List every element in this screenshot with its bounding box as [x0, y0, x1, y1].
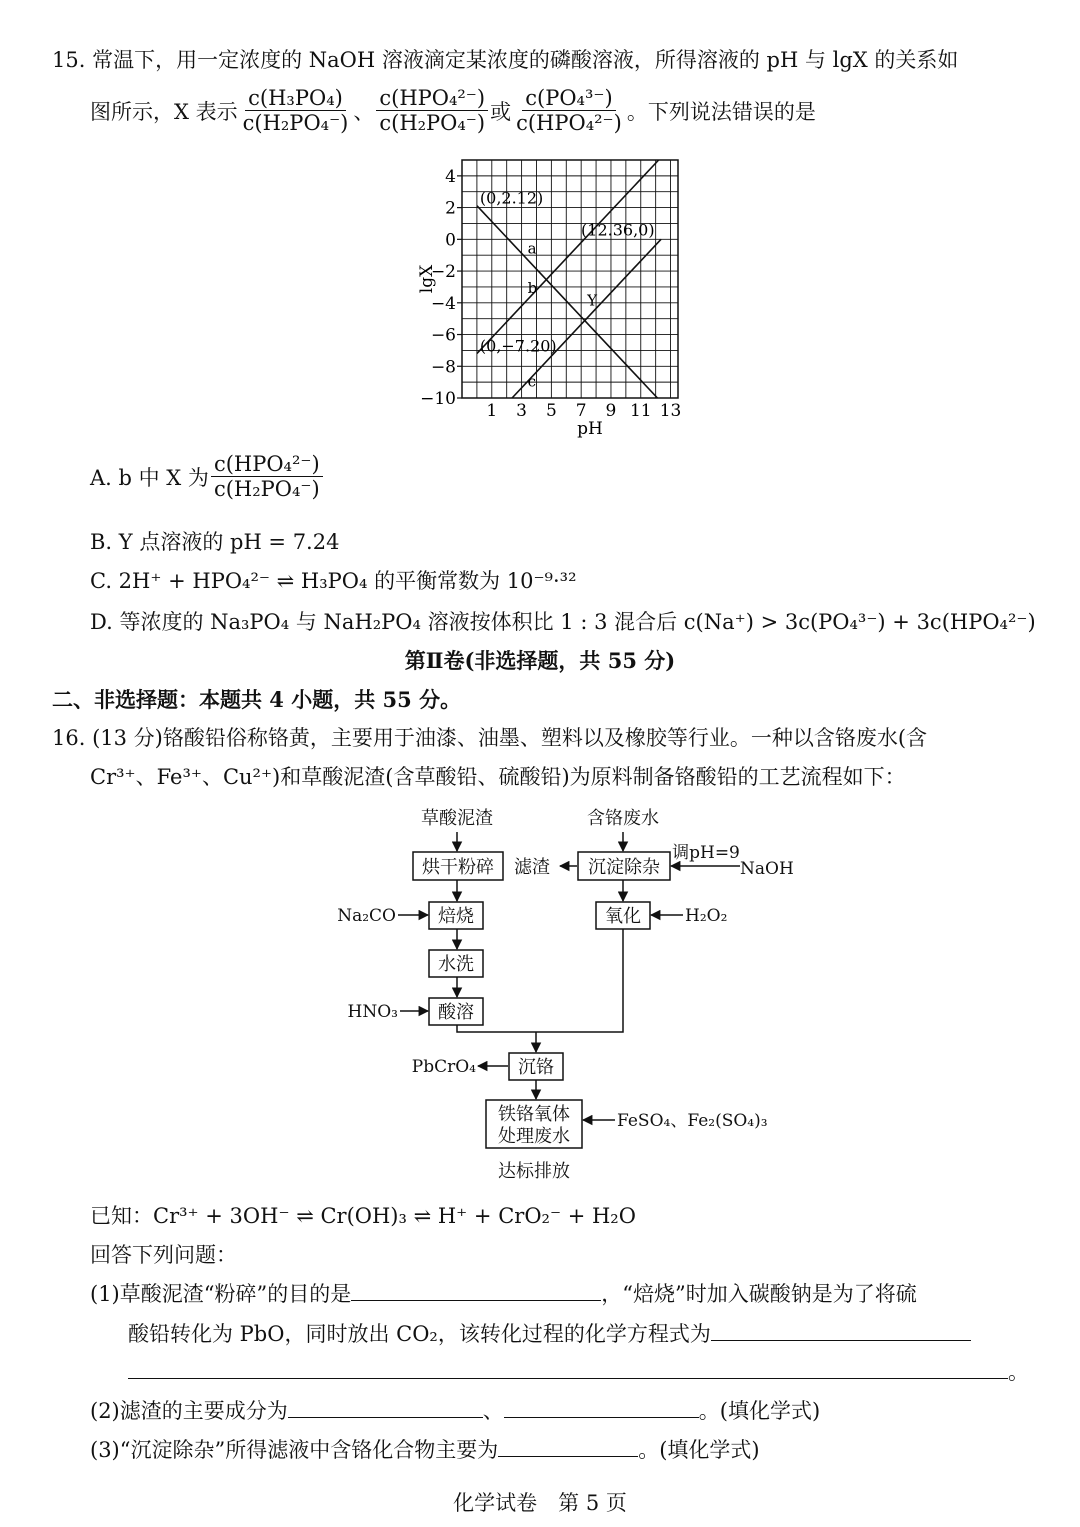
part1-text-a: (1)草酸泥渣“粉碎”的目的是	[90, 1282, 352, 1306]
label-dry-crush: 烘干粉碎	[422, 857, 494, 878]
chart-annotation: c	[527, 372, 536, 391]
fraction-numerator: c(HPO₄²⁻)	[211, 452, 323, 477]
x-tick-label: 3	[516, 401, 528, 421]
label-precip-cr: 沉铬	[518, 1057, 554, 1078]
q15-stem-line2	[90, 86, 816, 135]
x-tick-label: 11	[629, 401, 652, 421]
label-ferrite-2: 处理废水	[498, 1126, 570, 1147]
q15-option-b[interactable]: B. Y 点溶液的 pH = 7.24	[90, 530, 340, 554]
label-filter-residue: 滤渣	[514, 857, 550, 878]
fraction-denominator: c(H₂PO₄⁻)	[379, 111, 486, 136]
answer-blank-1[interactable]	[351, 1280, 601, 1301]
part1-text-c: 酸铅转化为 PbO，同时放出 CO₂，该转化过程的化学方程式为	[128, 1322, 711, 1346]
label-feso4: FeSO₄、Fe₂(SO₄)₃	[617, 1111, 768, 1131]
x-tick-label: 1	[486, 401, 498, 421]
y-tick-label: 0	[445, 230, 456, 251]
fraction-numerator: c(H₃PO₄)	[245, 86, 346, 111]
x-tick-label: 7	[575, 401, 587, 421]
option-a-prefix: A. b 中 X 为	[90, 465, 209, 490]
part2-end: 。(填化学式)	[698, 1399, 821, 1423]
y-tick-label: −6	[430, 325, 456, 346]
separator: 、	[353, 99, 375, 124]
label-oxalate-slag: 草酸泥渣	[421, 808, 493, 829]
chart-annotation: (0,2.12)	[479, 188, 544, 208]
part2-text: (2)滤渣的主要成分为	[90, 1399, 288, 1423]
fraction-hpo4	[376, 86, 488, 135]
option-a-fraction	[211, 452, 323, 501]
section-heading: 二、非选择题：本题共 4 小题，共 55 分。	[52, 687, 462, 712]
y-tick-label: 4	[445, 166, 456, 187]
answer-blank-3[interactable]	[128, 1358, 1008, 1379]
chart-annotation: b	[527, 278, 538, 297]
chart-annotation: Y	[587, 291, 598, 310]
q15-option-a[interactable]	[90, 452, 325, 501]
separator: 或	[490, 99, 512, 124]
label-oxidize: 氧化	[605, 906, 641, 927]
part2-sep: 、	[482, 1399, 504, 1423]
label-ferrite-1: 铁铬氧体	[498, 1104, 570, 1125]
x-tick-label: 13	[659, 401, 682, 421]
part3-end: 。(填化学式)	[638, 1438, 760, 1462]
section-title: 第Ⅱ卷(非选择题，共 55 分)	[404, 648, 676, 673]
part1-end: 。	[1008, 1360, 1029, 1384]
q16-answer-prompt: 回答下列问题：	[90, 1243, 237, 1267]
chart-annotation: (0,−7.20)	[479, 336, 557, 356]
fraction-po4	[513, 86, 625, 135]
label-roast: 焙烧	[438, 906, 474, 927]
q16-part1-line1	[90, 1278, 917, 1308]
q16-known: 已知：Cr³⁺ + 3OH⁻ ⇌ Cr(OH)₃ ⇌ H⁺ + CrO₂⁻ + H₂O	[90, 1204, 636, 1228]
chart-annotation: (12.36,0)	[581, 220, 655, 240]
label-h2o2: H₂O₂	[685, 906, 728, 926]
label-precip-remove: 沉淀除杂	[588, 857, 660, 878]
q16-part1-line2	[128, 1318, 971, 1348]
part3-text: (3)“沉淀除杂”所得滤液中含铬化合物主要为	[90, 1438, 499, 1462]
fraction-numerator: c(PO₄³⁻)	[522, 86, 615, 111]
label-na2co3: Na₂CO	[337, 906, 396, 926]
x-axis-label: pH	[577, 419, 603, 439]
q16-line2: Cr³⁺、Fe³⁺、Cu²⁺)和草酸泥渣(含草酸铅、硫酸铅)为原料制备铬酸铅的工艺流程如下：	[90, 765, 906, 789]
fraction-denominator: c(H₂PO₄⁻)	[213, 477, 320, 502]
q15-stem-prefix: 图所示，X 表示	[90, 99, 238, 124]
x-tick-label: 5	[545, 401, 557, 421]
y-tick-label: −2	[430, 262, 456, 283]
answer-blank-2[interactable]	[711, 1320, 971, 1341]
fraction-denominator: c(HPO₄²⁻)	[516, 111, 622, 136]
y-tick-label: −10	[420, 389, 456, 409]
label-adjust-ph: 调pH=9	[672, 843, 740, 863]
label-cr-wastewater: 含铬废水	[587, 808, 659, 829]
y-tick-label: −8	[430, 357, 456, 378]
label-discharge: 达标排放	[498, 1161, 570, 1182]
y-axis-label: lgX	[417, 264, 437, 294]
fraction-numerator: c(HPO₄²⁻)	[376, 86, 488, 111]
process-flowchart	[320, 800, 794, 1195]
ph-lgx-chart	[405, 150, 695, 445]
x-tick-label: 9	[605, 401, 617, 421]
q16-line1: 16. (13 分)铬酸铅俗称铬黄，主要用于油漆、油墨、塑料以及橡胶等行业。一种以含铬废水(含	[52, 726, 928, 750]
q16-part1-line3	[128, 1356, 1029, 1386]
answer-blank-6[interactable]	[498, 1436, 638, 1457]
fraction-denominator: c(H₂PO₄⁻)	[242, 111, 349, 136]
fraction-h3po4	[240, 86, 352, 135]
answer-blank-4[interactable]	[288, 1397, 483, 1418]
y-tick-label: −4	[430, 293, 456, 314]
part1-text-b: ，“焙烧”时加入碳酸钠是为了将硫	[601, 1282, 917, 1306]
label-water-wash: 水洗	[438, 954, 474, 975]
label-pbcro4: PbCrO₄	[411, 1057, 476, 1077]
y-tick-label: 2	[445, 198, 456, 219]
q15-stem-line1: 15. 常温下，用一定浓度的 NaOH 溶液滴定某浓度的磷酸溶液，所得溶液的 pH 与 lgX 的关系如	[52, 48, 959, 72]
q16-part2	[90, 1395, 820, 1425]
answer-blank-5[interactable]	[504, 1397, 699, 1418]
chart-annotation: a	[527, 239, 537, 258]
q15-option-c[interactable]: C. 2H⁺ + HPO₄²⁻ ⇌ H₃PO₄ 的平衡常数为 10⁻⁹·³²	[90, 569, 577, 593]
label-hno3: HNO₃	[347, 1002, 398, 1022]
q16-part3	[90, 1434, 760, 1464]
label-naoh: NaOH	[740, 859, 794, 879]
q15-stem-suffix: 。下列说法错误的是	[626, 99, 816, 124]
q15-option-d[interactable]: D. 等浓度的 Na₃PO₄ 与 NaH₂PO₄ 溶液按体积比 1 : 3 混合后 c(Na⁺) > 3c(PO₄³⁻) + 3c(HPO₄²⁻)	[90, 610, 1036, 634]
label-acid-dissolve: 酸溶	[438, 1002, 474, 1023]
page-footer: 化学试卷 第 5 页	[453, 1491, 627, 1515]
